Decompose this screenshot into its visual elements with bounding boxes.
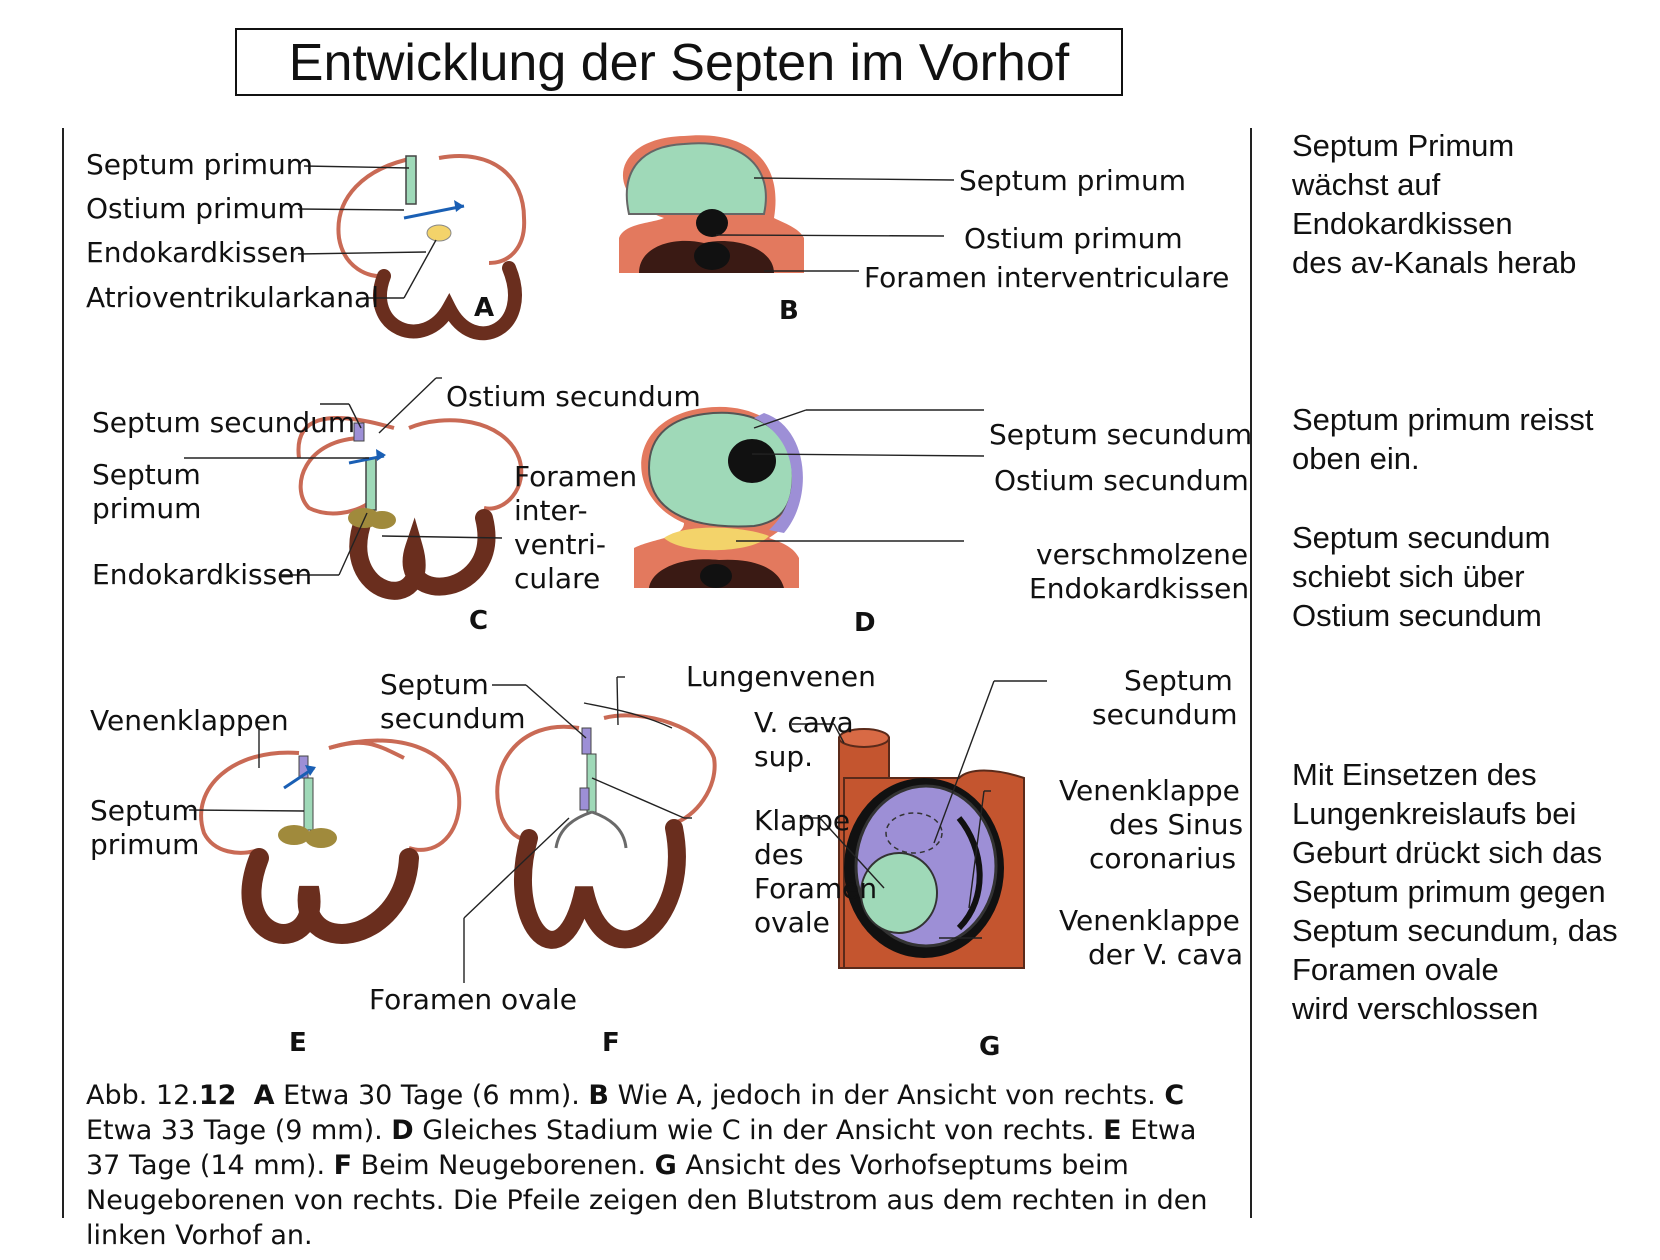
figure-letter-c: C bbox=[469, 606, 489, 636]
label-c-culare: culare bbox=[514, 562, 601, 595]
label-f-klappe: Klappe bbox=[754, 804, 851, 837]
figure-e-heart bbox=[201, 741, 459, 934]
figure-letter-a: A bbox=[474, 293, 495, 323]
caption-key-b: B bbox=[588, 1080, 609, 1111]
note-line: oben ein. bbox=[1292, 441, 1420, 476]
label-f-foramen-ovale: Foramen ovale bbox=[369, 983, 577, 1016]
caption-text-b: Wie A, jedoch in der Ansicht von rechts. bbox=[608, 1080, 1165, 1111]
label-d-ostium-secundum: Ostium secundum bbox=[994, 464, 1249, 497]
label-c-endokardkissen: Endokardkissen bbox=[92, 558, 313, 591]
label-a-septum-primum: Septum primum bbox=[86, 148, 314, 181]
label-f-des: des bbox=[754, 838, 804, 871]
label-c-foramen: Foramen bbox=[514, 460, 638, 493]
label-f-v-cava: V. cava bbox=[754, 706, 854, 739]
label-d-endokardkissen: Endokardkissen bbox=[1029, 572, 1250, 605]
caption-fig-prefix: Abb. 12. bbox=[86, 1080, 199, 1111]
label-e-venenklappen: Venenklappen bbox=[90, 704, 289, 737]
note-line: wird verschlossen bbox=[1292, 991, 1539, 1026]
figure-d-view bbox=[634, 407, 803, 588]
label-b-septum-primum: Septum primum bbox=[959, 164, 1187, 197]
note-line: Geburt drückt sich das bbox=[1292, 835, 1603, 870]
label-e-primum: primum bbox=[90, 828, 200, 861]
label-g-septum: Septum bbox=[1124, 664, 1233, 697]
caption-text-e: Etwa 37 Tage (14 mm). bbox=[86, 1115, 1197, 1181]
label-d-verschmolzene: verschmolzene bbox=[1036, 538, 1249, 571]
figure-letter-b: B bbox=[779, 296, 799, 326]
note-septum-secundum bbox=[1292, 518, 1550, 635]
caption-text-f: Beim Neugeborenen. bbox=[352, 1150, 655, 1181]
note-line: Septum secundum bbox=[1292, 520, 1551, 555]
note-foramen-ovale-closure bbox=[1292, 755, 1618, 1028]
label-c-primum: primum bbox=[92, 492, 202, 525]
label-f-secundum: secundum bbox=[380, 702, 526, 735]
label-c-septum-secundum: Septum secundum bbox=[92, 406, 356, 439]
label-g-coronarius: coronarius bbox=[1089, 842, 1237, 875]
label-d-septum-secundum: Septum secundum bbox=[989, 418, 1253, 451]
figure-letter-g: G bbox=[979, 1032, 1001, 1062]
note-line: Septum secundum, das bbox=[1292, 913, 1618, 948]
note-line: Septum primum reisst bbox=[1292, 402, 1594, 437]
label-g-venenklappe-1: Venenklappe bbox=[1059, 774, 1240, 807]
note-line: Mit Einsetzen des bbox=[1292, 757, 1537, 792]
caption-text-a: Etwa 30 Tage (6 mm). bbox=[274, 1080, 589, 1111]
figure-letter-d: D bbox=[854, 608, 876, 638]
label-f-septum: Septum bbox=[380, 668, 489, 701]
label-a-endokardkissen: Endokardkissen bbox=[86, 236, 307, 269]
label-f-foramen: Foramen bbox=[754, 872, 878, 905]
note-line: wächst auf bbox=[1292, 167, 1441, 202]
label-a-ostium-primum: Ostium primum bbox=[86, 192, 305, 225]
figure-letter-f: F bbox=[602, 1028, 620, 1058]
label-g-venenklappe-2: Venenklappe bbox=[1059, 904, 1240, 937]
label-g-des-sinus: des Sinus bbox=[1109, 808, 1244, 841]
caption-key-e: E bbox=[1103, 1115, 1122, 1146]
figure-b-view bbox=[619, 135, 804, 273]
caption-fig-number: 12 bbox=[198, 1080, 237, 1111]
note-line: Septum Primum bbox=[1292, 128, 1515, 163]
caption-key-f: F bbox=[333, 1150, 353, 1181]
caption-key-g: G bbox=[654, 1150, 677, 1181]
caption-key-d: D bbox=[391, 1115, 414, 1146]
note-line: Foramen ovale bbox=[1292, 952, 1499, 987]
figure-f-heart bbox=[497, 715, 714, 939]
figure-caption bbox=[86, 1078, 1236, 1253]
caption-text-g: Ansicht des Vorhofseptums beim Neugeborenen von rechts. Die Pfeile zeigen den Blutstrom aus dem rechten in den linken Vorhof an. bbox=[86, 1150, 1208, 1251]
note-line: schiebt sich über bbox=[1292, 559, 1525, 594]
note-line: Septum primum gegen bbox=[1292, 874, 1606, 909]
label-b-ostium-primum: Ostium primum bbox=[964, 222, 1183, 255]
page-title: Entwicklung der Septen im Vorhof bbox=[235, 28, 1123, 96]
textbook-figure-page bbox=[62, 128, 1253, 1251]
note-septum-primum-growth bbox=[1292, 126, 1576, 282]
label-a-atrioventrikularkanal: Atrioventrikularkanal bbox=[86, 281, 379, 314]
caption-key-a: A bbox=[253, 1080, 275, 1111]
label-g-der-v-cava: der V. cava bbox=[1088, 938, 1244, 971]
label-c-septum: Septum bbox=[92, 458, 201, 491]
figure-c-heart bbox=[298, 418, 521, 591]
label-c-ostium-secundum: Ostium secundum bbox=[446, 380, 701, 413]
label-f-lungenvenen: Lungenvenen bbox=[686, 660, 876, 693]
label-f-ovale: ovale bbox=[754, 906, 830, 939]
note-line: Lungenkreislaufs bei bbox=[1292, 796, 1577, 831]
label-b-foramen-interventriculare: Foramen interventriculare bbox=[864, 261, 1230, 294]
note-line: des av-Kanals herab bbox=[1292, 245, 1577, 280]
label-c-inter: inter- bbox=[514, 494, 588, 527]
note-line: Ostium secundum bbox=[1292, 598, 1542, 633]
note-septum-primum-tear bbox=[1292, 400, 1593, 478]
label-g-secundum: secundum bbox=[1092, 698, 1238, 731]
label-f-sup: sup. bbox=[754, 740, 814, 773]
figure-g-septum bbox=[839, 729, 1024, 968]
label-e-septum: Septum bbox=[90, 794, 199, 827]
label-c-ventri: ventri- bbox=[514, 528, 606, 561]
figure-letter-e: E bbox=[289, 1028, 307, 1058]
note-line: Endokardkissen bbox=[1292, 206, 1513, 241]
caption-key-c: C bbox=[1164, 1080, 1185, 1111]
caption-text-d: Gleiches Stadium wie C in der Ansicht von rechts. bbox=[413, 1115, 1104, 1146]
caption-text-c: Etwa 33 Tage (9 mm). bbox=[86, 1115, 392, 1146]
